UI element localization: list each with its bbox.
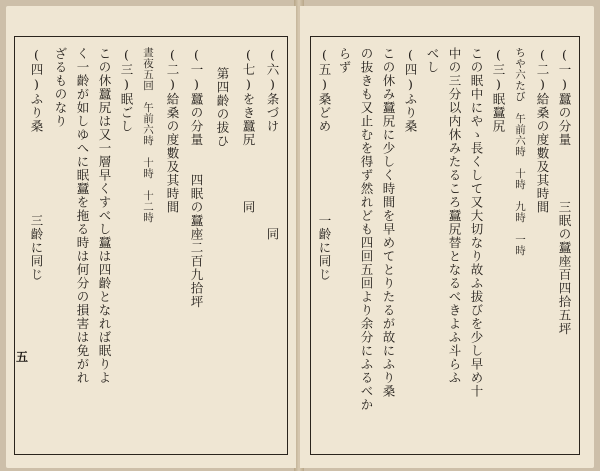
left-col-6: 晝夜五回 午前六時 十時 十二時	[142, 47, 154, 223]
right-col-11: らず	[337, 47, 352, 74]
left-col-10: ざるものなり	[53, 47, 68, 128]
right-page-frame	[310, 36, 580, 455]
right-col-3: ちや六たび 午前六時 十時 九時 一時	[514, 47, 526, 256]
left-col-11: (四)ふり桑 三齡に同じ	[29, 47, 44, 282]
right-col-8: (四)ふり桑	[403, 47, 418, 133]
left-page-frame	[14, 36, 288, 455]
left-col-3: 第四齡の拔ひ	[215, 67, 230, 148]
left-col-2: (七)をき蠶尻 同	[241, 47, 256, 214]
right-col-2: (二)給桑の度數及其時間	[535, 47, 550, 214]
right-col-1: (一)蠶の分量 三眠の蠶座百四拾五坪	[557, 47, 572, 336]
right-col-6: 中の三分以内休みたるころ蠶尻替となるべきよふ斗らふ	[447, 47, 462, 385]
right-page	[300, 6, 594, 468]
right-col-12: (五)桑どめ 一齡に同じ	[317, 47, 332, 282]
left-col-8: この休蠶尻は又一層早くすべし蠶は四齡となれば眠りよ	[97, 47, 112, 385]
left-col-9: く一齡が如しゆへに眠蠶を拖る時は何分の損害は免がれ	[75, 47, 90, 385]
left-page	[6, 6, 296, 468]
page-number: 五	[16, 350, 29, 364]
right-col-9: この休み蠶尻に少しく時間を早めてとりたるが故にふり桑	[381, 47, 396, 398]
right-col-5: この眠中にやゝ長くして又大切なり故ふ拔びを少し早め十	[469, 47, 484, 398]
right-col-7: べし	[425, 47, 440, 74]
left-col-1: (六)条づけ 同	[265, 47, 280, 241]
left-col-5: (二)給桑の度數及其時間	[165, 47, 180, 214]
right-col-10: の抜きも又止むを得ず然れども四回五回より余分にふるべか	[359, 47, 374, 412]
left-col-7: (三)眠ごし	[119, 47, 134, 133]
left-col-4: (一)蠶の分量 四眠の蠶座二百九拾坪	[189, 47, 204, 309]
right-col-4: (三)眠蠶尻	[491, 47, 506, 133]
